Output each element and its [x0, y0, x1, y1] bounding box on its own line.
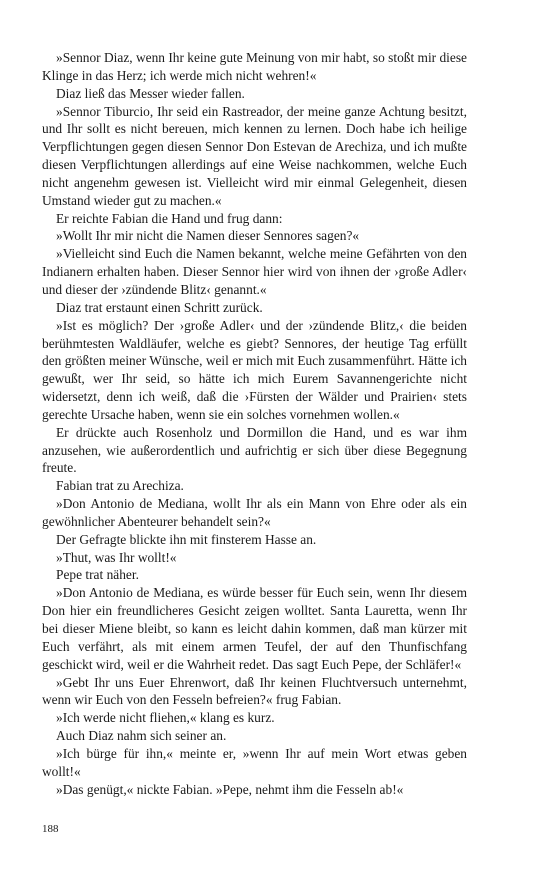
paragraph-14: Pepe trat näher. — [56, 567, 139, 583]
paragraph-9: Er drückte auch Rosenholz und Dormillon die Hand, und es war ihm anzusehen, wie außerordentlich und aufrichtig er sich über diese Begegnung freute. — [42, 424, 467, 476]
paragraph-5: »Wollt Ihr mir nicht die Namen dieser Sennores sagen?« — [56, 228, 360, 244]
paragraph-6: »Vielleicht sind Euch die Namen bekannt, welche meine Gefährten von den Indianern erhalten haben. Dieser Sennor hier wird von ihnen der ›große Adler‹ und dieser der ›zündende Blitz‹ genannt.« — [42, 246, 467, 297]
paragraph-16: »Gebt Ihr uns Euer Ehrenwort, daß Ihr keinen Fluchtversuch unternehmt, wenn wir Euch von den Fesseln befreien?« frug Fabian. — [42, 674, 467, 708]
paragraph-2: Diaz ließ das Messer wieder fallen. — [56, 85, 245, 101]
page-number: 188 — [42, 823, 59, 835]
paragraph-15: »Don Antonio de Mediana, es würde besser für Euch sein, wenn Ihr diesem Don hier ein freundlicheres Gesicht zeigen wolltet. Santa Lauretta, wenn Ihr bei dieser Miene bleibt, so kann es leicht dahin kommen, daß man kürzer mit Euch verfährt, als mit einem armen Teufel, der auf den Thunfischfang geschickt wird, weil er die Wahrheit redet. Das sagt Euch Pepe, der Schläfer!« — [42, 585, 467, 672]
paragraph-10: Fabian trat zu Arechiza. — [56, 478, 184, 494]
page-text — [42, 49, 467, 798]
paragraph-20: »Das genügt,« nickte Fabian. »Pepe, nehmt ihm die Fesseln ab!« — [56, 781, 404, 797]
paragraph-3: »Sennor Tiburcio, Ihr seid ein Rastreador, der meine ganze Achtung besitzt, und Ihr sollt es nicht bereuen, mich kennen zu lernen. Doch habe ich heilige Verpflichtungen gegen diesen Sennor Don Estevan de Arechiza, und ich mußte diesen Verpflichtungen allerdings auf eine Weise nachkommen, welche Euch nicht angenehm gewesen ist. Vielleicht wird mir einmal Gelegenheit, diesen Umstand wieder gut zu machen.« — [42, 103, 467, 208]
paragraph-1: »Sennor Diaz, wenn Ihr keine gute Meinung von mir habt, so stoßt mir diese Klinge in das Herz; ich werde mich nicht wehren!« — [42, 50, 467, 83]
paragraph-4: Er reichte Fabian die Hand und frug dann: — [56, 210, 283, 226]
paragraph-17: »Ich werde nicht fliehen,« klang es kurz. — [56, 710, 275, 726]
paragraph-18: Auch Diaz nahm sich seiner an. — [56, 728, 227, 744]
paragraph-12: Der Gefragte blickte ihn mit finsterem Hasse an. — [56, 531, 317, 547]
paragraph-19: »Ich bürge für ihn,« meinte er, »wenn Ihr auf mein Wort etwas geben wollt!« — [42, 745, 467, 779]
paragraph-13: »Thut, was Ihr wollt!« — [56, 549, 177, 565]
paragraph-7: Diaz trat erstaunt einen Schritt zurück. — [56, 299, 263, 315]
paragraph-11: »Don Antonio de Mediana, wollt Ihr als ein Mann von Ehre oder als ein gewöhnlicher Abenteurer behandelt sein?« — [42, 496, 467, 529]
paragraph-8: »Ist es möglich? Der ›große Adler‹ und der ›zündende Blitz,‹ die beiden berühmtesten Waldläufer, welche es giebt? Sennores, der heutige Tag erfüllt den größten meiner Wünsche, weil er mich mit Euch zusammenführt. Hätte ich gewußt, wer Ihr seid, so hätte ich mich Eurem Savannengerichte nicht widersetzt, denn ich weiß, daß die ›Fürsten der Wälder und Prairien‹ stets gerechte Ursache haben, wenn sie ein solches vornehmen wollen.« — [42, 317, 467, 422]
